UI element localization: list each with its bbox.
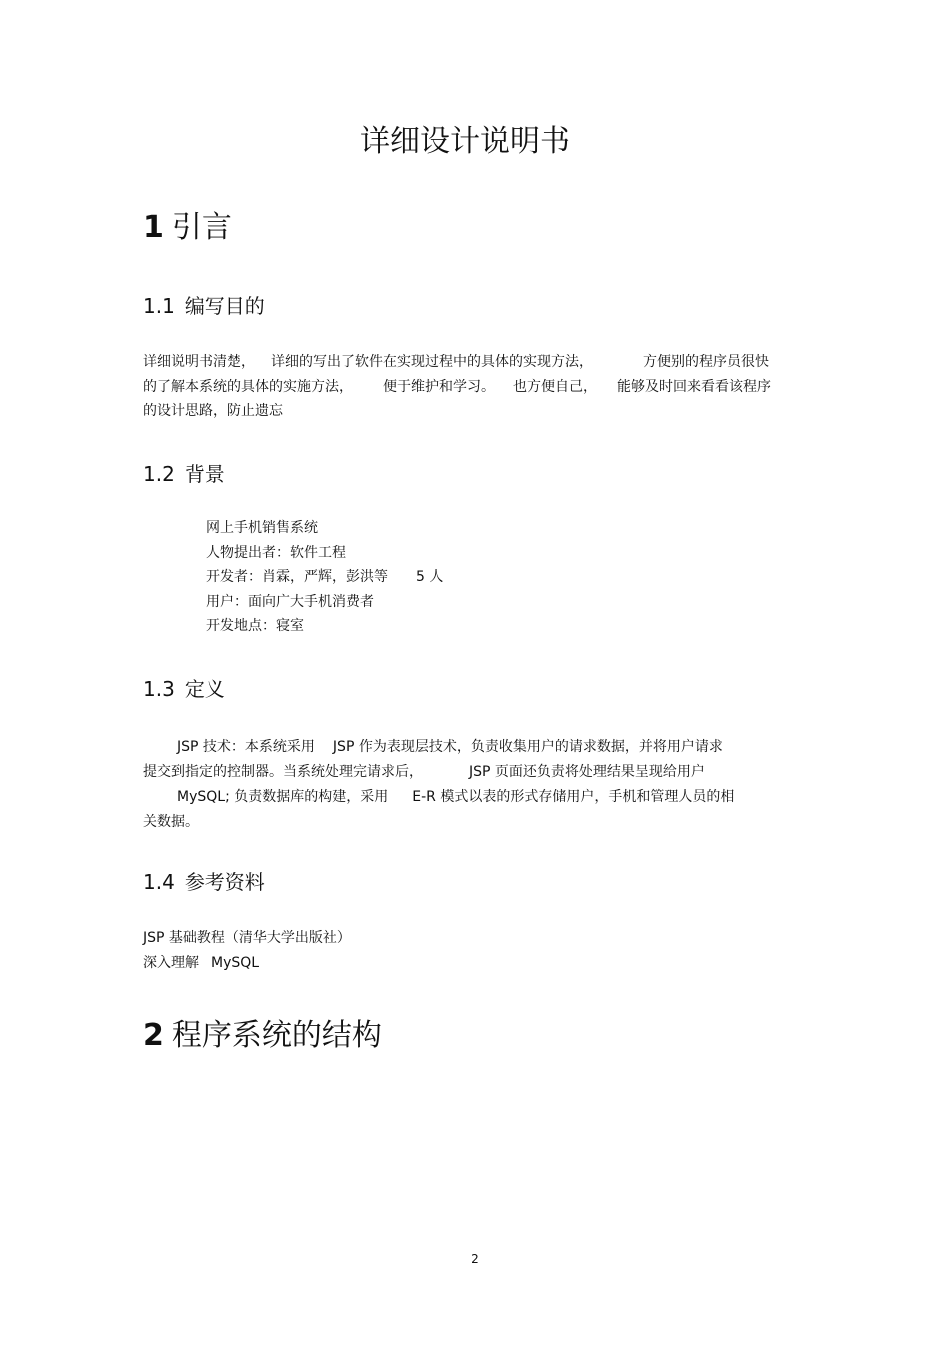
definition-paragraph-jsp (143, 735, 723, 784)
paragraph-line (143, 375, 771, 400)
text-run: 用户：面向广大手机消费者 (206, 593, 374, 610)
list-item (206, 516, 443, 541)
text-run: 关数据。 (143, 813, 199, 830)
definition-paragraph-mysql (143, 785, 734, 834)
subsection-1-2-heading (143, 459, 225, 489)
text-run: 开发者：肖霖，严辉，彭洪等 (206, 569, 388, 585)
paragraph-line (143, 760, 723, 785)
text-run: 详细说明书清楚， (143, 354, 255, 370)
subsection-number: 1.4 (143, 870, 175, 894)
section-title: 引言 (171, 210, 232, 245)
text-run: 的了解本系统的具体的实施方法， (143, 378, 353, 395)
text-run: 也方便自己， (513, 378, 597, 395)
text-run: 人物提出者：软件工程 (206, 544, 346, 561)
purpose-paragraph (143, 350, 771, 424)
section-1-heading (143, 206, 232, 250)
list-item (143, 926, 351, 951)
list-item (206, 614, 443, 639)
text-run: 开发地点：寝室 (206, 618, 304, 634)
subsection-number: 1.3 (143, 677, 175, 701)
text-run: JSP 页面还负责将处理结果呈现给用户 (469, 763, 705, 780)
subsection-title: 背景 (184, 462, 225, 486)
text-run: 详细的写出了软件在实现过程中的具体的实现方法， (271, 354, 593, 370)
section-title: 程序系统的结构 (171, 1018, 382, 1053)
text-run: 深入理解 (143, 954, 199, 971)
subsection-number: 1.1 (143, 294, 175, 318)
paragraph-line (143, 810, 734, 835)
text-run: 5 人 (416, 569, 444, 585)
text-run: 便于维护和学习。 (383, 378, 495, 395)
text-run: 方便别的程序员很快 (643, 354, 769, 370)
subsection-title: 参考资料 (184, 870, 265, 894)
text-run: MySQL (211, 954, 260, 971)
text-run: JSP 基础教程（清华大学出版社） (143, 930, 351, 946)
references-list (143, 926, 351, 975)
subsection-title: 编写目的 (184, 294, 265, 318)
list-item (206, 565, 443, 590)
text-run: MySQL; 负责数据库的构建，采用 (177, 789, 389, 805)
subsection-1-4-heading (143, 867, 265, 897)
paragraph-line (143, 735, 723, 760)
section-2-heading (143, 1014, 382, 1058)
text-run: 网上手机销售系统 (206, 520, 318, 536)
page-number: 2 (471, 1252, 479, 1266)
text-run: 能够及时回来看看该程序 (617, 378, 771, 395)
paragraph-line (143, 350, 771, 375)
subsection-number: 1.2 (143, 462, 175, 486)
paragraph-line (143, 399, 771, 424)
section-number: 2 (143, 1018, 164, 1053)
list-item (143, 951, 351, 976)
text-run: E-R 模式以表的形式存储用户，手机和管理人员的相 (412, 789, 735, 805)
document-title: 详细设计说明书 (360, 124, 570, 159)
text-run: 提交到指定的控制器。当系统处理完请求后， (143, 763, 423, 780)
paragraph-line (143, 785, 734, 810)
list-item (206, 541, 443, 566)
text-run: JSP 技术：本系统采用 (177, 739, 315, 755)
list-item (206, 590, 443, 615)
text-run: 的设计思路，防止遗忘 (143, 403, 283, 419)
subsection-title: 定义 (184, 677, 225, 701)
subsection-1-3-heading (143, 674, 225, 704)
text-run: JSP 作为表现层技术，负责收集用户的请求数据，并将用户请求 (332, 739, 723, 755)
background-list (206, 516, 443, 639)
subsection-1-1-heading (143, 291, 265, 321)
section-number: 1 (143, 210, 164, 245)
